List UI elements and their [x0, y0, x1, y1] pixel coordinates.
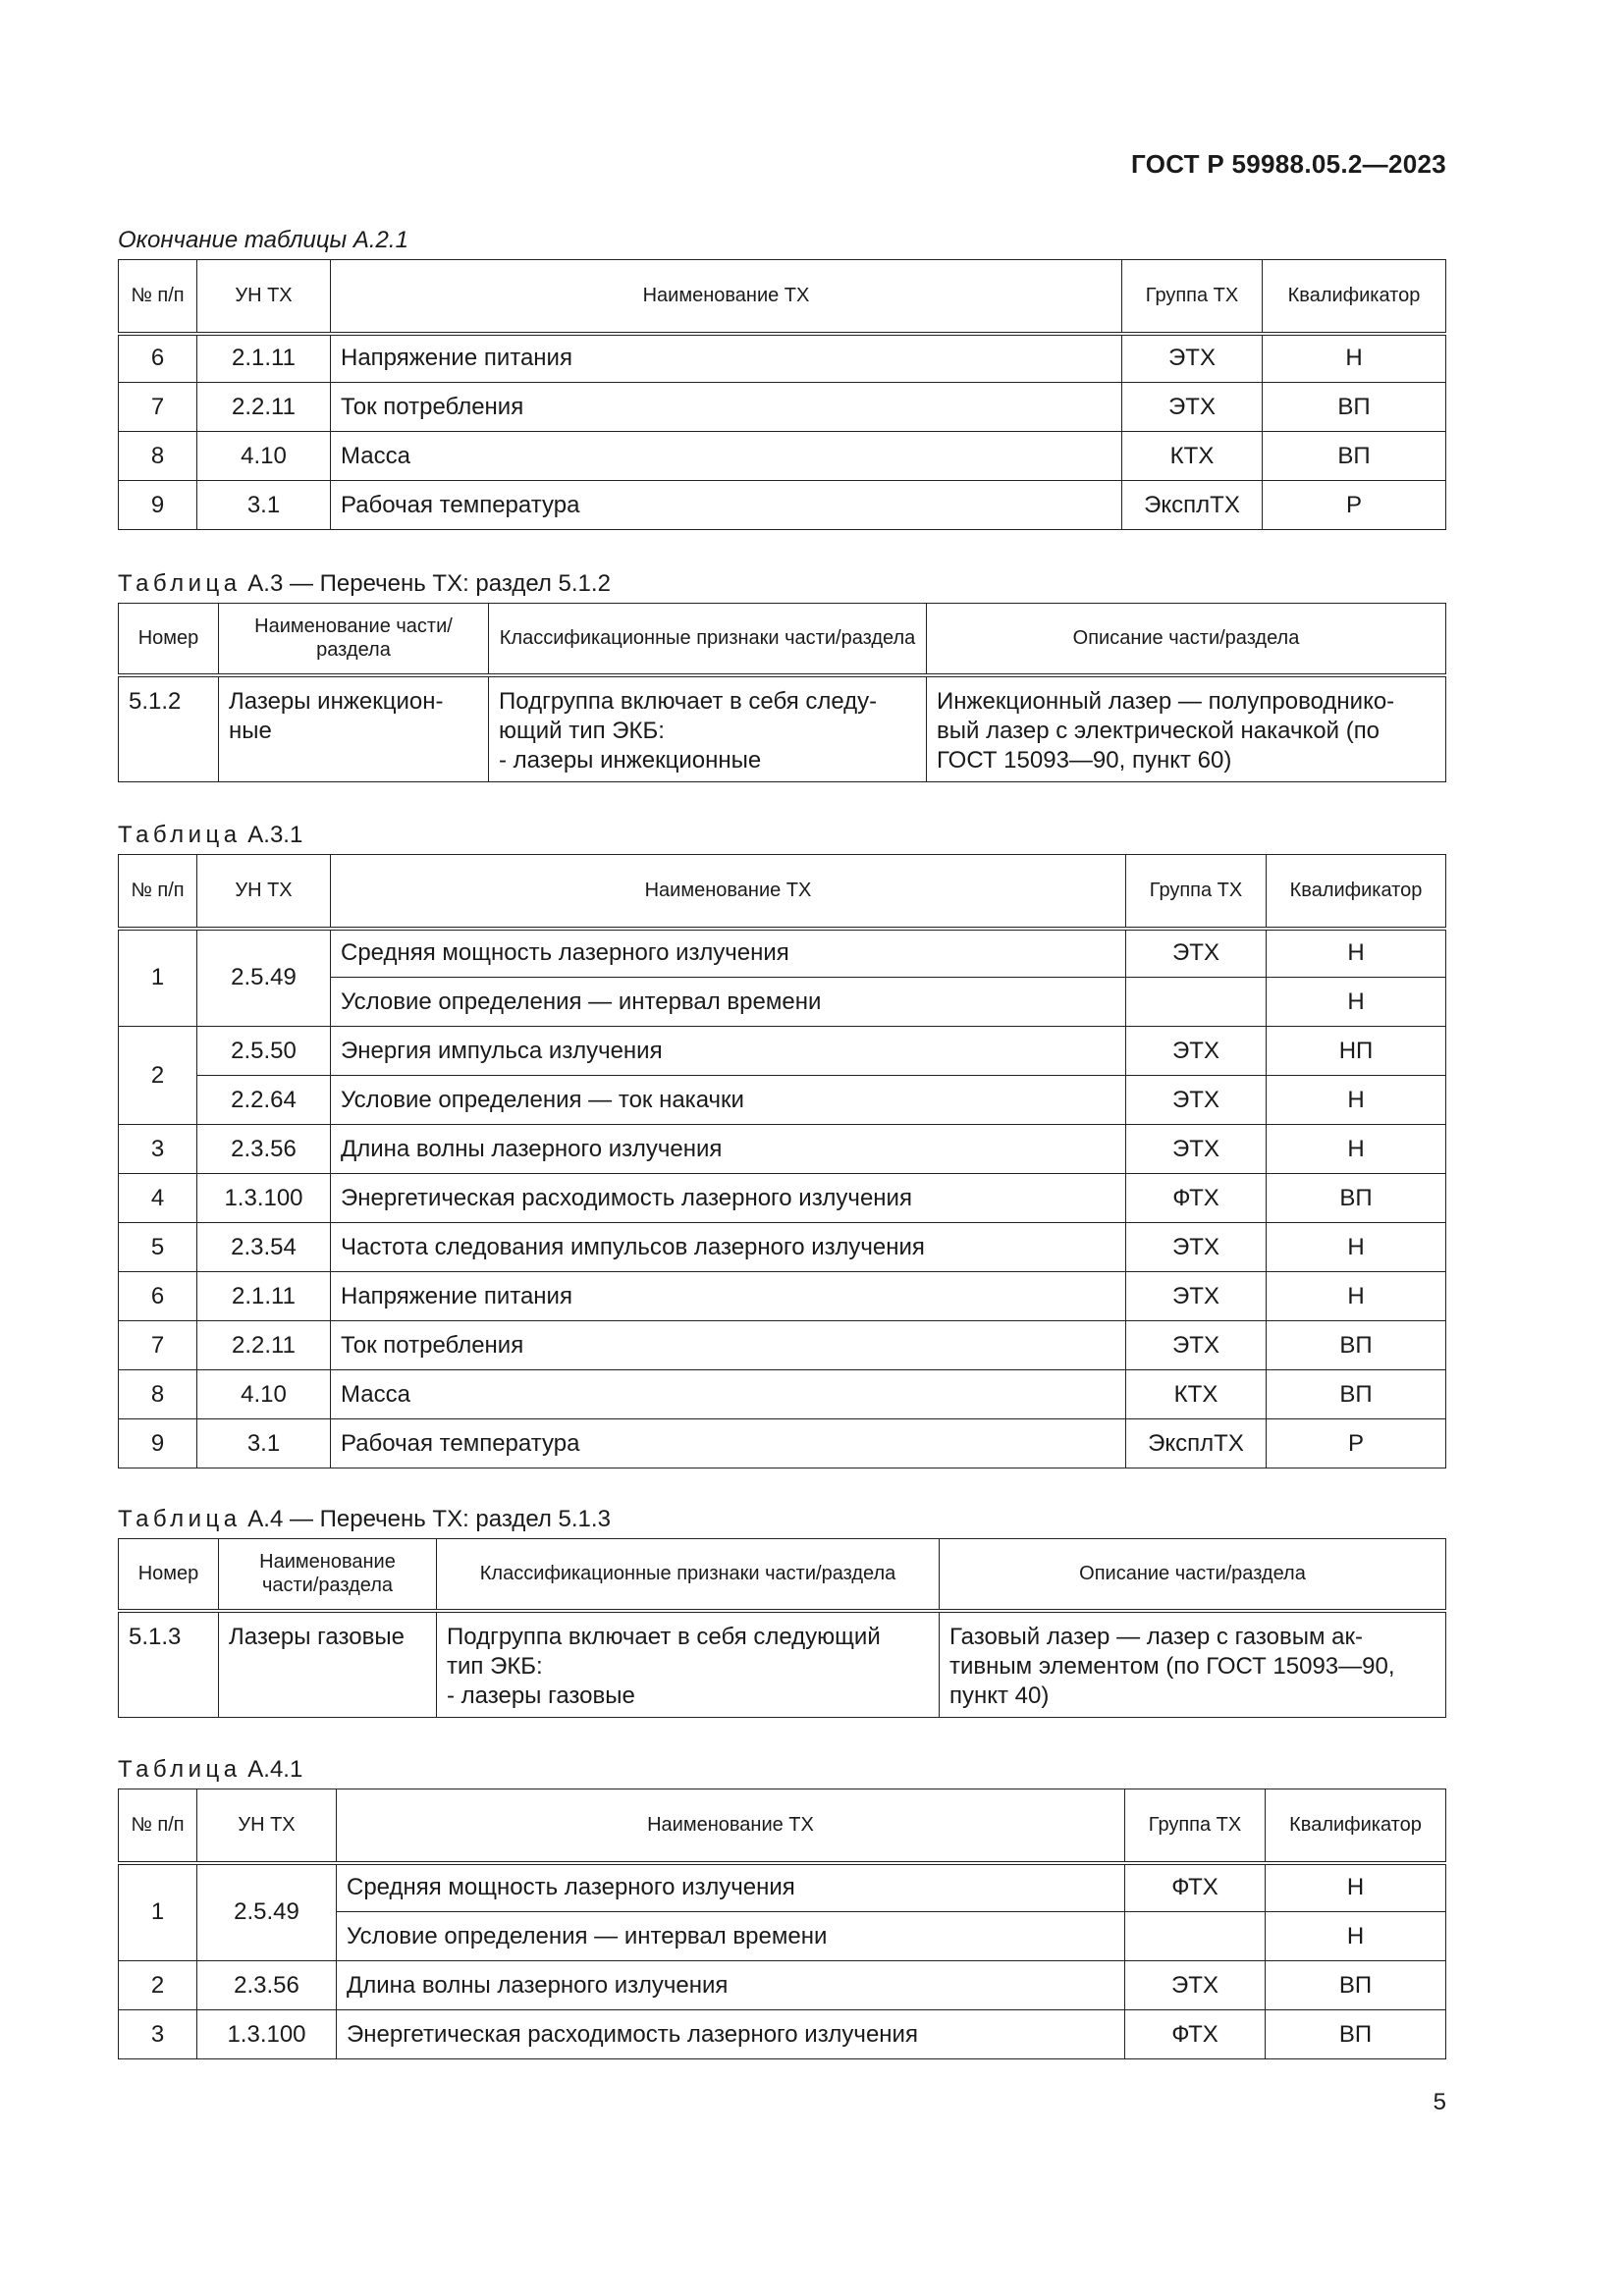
- characteristic-code: 2.1.11: [197, 334, 331, 383]
- characteristic-group: ЭТХ: [1126, 929, 1267, 978]
- caption-text: А.3.1: [241, 822, 303, 848]
- qualifier: ВП: [1263, 432, 1446, 481]
- table-a31-body: [119, 929, 1446, 1468]
- qualifier: ВП: [1266, 1961, 1446, 2010]
- col-header-number: № п/п: [119, 855, 197, 929]
- col-header-name: Наименование ТХ: [331, 260, 1122, 334]
- characteristic-name: Длина волны лазерного излучения: [337, 1961, 1125, 2010]
- characteristic-group: КТХ: [1126, 1370, 1267, 1419]
- characteristic-group: ЭксплТХ: [1122, 481, 1263, 530]
- table-row: [119, 1125, 1446, 1174]
- qualifier: НП: [1267, 1027, 1446, 1076]
- section-number: 5.1.3: [119, 1611, 219, 1718]
- characteristic-name: Ток потребления: [331, 1321, 1126, 1370]
- row-number: 4: [119, 1174, 197, 1223]
- table-row: [119, 1961, 1446, 2010]
- text-line: тип ЭКБ:: [447, 1652, 543, 1680]
- text-line: ющий тип ЭКБ:: [499, 717, 665, 744]
- characteristic-name: Частота следования импульсов лазерного излучения: [331, 1223, 1126, 1272]
- characteristic-group: ЭТХ: [1122, 383, 1263, 432]
- qualifier: ВП: [1267, 1174, 1446, 1223]
- qualifier: ВП: [1267, 1370, 1446, 1419]
- qualifier: Р: [1267, 1419, 1446, 1468]
- caption-label: Таблица: [118, 822, 242, 848]
- text-line: Лазеры инжекцион-: [229, 687, 444, 715]
- table-row: [119, 432, 1446, 481]
- characteristic-name: Рабочая температура: [331, 1419, 1126, 1468]
- characteristic-code: 2.2.11: [197, 1321, 331, 1370]
- col-header-number: Номер: [119, 1539, 219, 1611]
- table-a21-section: [118, 226, 1445, 530]
- caption-label: Таблица: [118, 1756, 242, 1783]
- col-header-qualifier: Квалификатор: [1263, 260, 1446, 334]
- classification-features: [437, 1611, 940, 1718]
- text-line: Газовый лазер — лазер с газовым ак-: [949, 1623, 1363, 1650]
- text-line: ные: [229, 717, 272, 744]
- characteristic-name: Энергетическая расходимость лазерного излучения: [337, 2010, 1125, 2059]
- col-header-code: УН ТХ: [197, 260, 331, 334]
- header-row: [119, 260, 1446, 334]
- row-number: 9: [119, 481, 197, 530]
- table-a21: [118, 259, 1446, 530]
- table-row: [119, 334, 1446, 383]
- text-line: Подгруппа включает в себя следующий: [447, 1623, 881, 1650]
- characteristic-code: 3.1: [197, 1419, 331, 1468]
- col-header-name: Наименование ТХ: [337, 1789, 1125, 1863]
- col-header-code: УН ТХ: [197, 855, 331, 929]
- row-number: 1: [119, 929, 197, 1027]
- qualifier: ВП: [1266, 2010, 1446, 2059]
- table-a4-section: [118, 1505, 1445, 1718]
- col-header-group: Группа ТХ: [1125, 1789, 1266, 1863]
- characteristic-name: Напряжение питания: [331, 1272, 1126, 1321]
- row-number: 8: [119, 1370, 197, 1419]
- characteristic-group: ФТХ: [1125, 1863, 1266, 1912]
- table-a4: [118, 1538, 1446, 1718]
- table-row: [119, 675, 1446, 782]
- part-name: [219, 1611, 437, 1718]
- characteristic-code: 2.5.49: [197, 929, 331, 1027]
- text-line: Инжекционный лазер — полупроводнико-: [937, 687, 1395, 715]
- characteristic-name: Напряжение питания: [331, 334, 1122, 383]
- qualifier: ВП: [1267, 1321, 1446, 1370]
- row-number: 3: [119, 2010, 197, 2059]
- characteristic-name: Масса: [331, 432, 1122, 481]
- text-line: пункт 40): [949, 1682, 1050, 1709]
- characteristic-code: 2.2.64: [197, 1076, 331, 1125]
- characteristic-code: 1.3.100: [197, 2010, 337, 2059]
- row-number: 6: [119, 334, 197, 383]
- characteristic-name: Средняя мощность лазерного излучения: [331, 929, 1126, 978]
- qualifier: Н: [1263, 334, 1446, 383]
- characteristic-code: 2.5.49: [197, 1863, 337, 1961]
- col-header-number: № п/п: [119, 1789, 197, 1863]
- caption-label: Таблица: [118, 1506, 242, 1532]
- characteristic-name: Условие определения — ток накачки: [331, 1076, 1126, 1125]
- qualifier: Н: [1266, 1912, 1446, 1961]
- characteristic-name: Условие определения — интервал времени: [331, 978, 1126, 1027]
- characteristic-name: Энергия импульса излучения: [331, 1027, 1126, 1076]
- characteristic-group: ЭТХ: [1122, 334, 1263, 383]
- col-header-features: Классификационные признаки части/раздела: [437, 1539, 940, 1611]
- col-header-number: Номер: [119, 604, 219, 675]
- caption-text: А.3 — Перечень ТХ: раздел 5.1.2: [241, 570, 611, 597]
- row-number: 7: [119, 1321, 197, 1370]
- header-row: [119, 1789, 1446, 1863]
- table-a41-body: [119, 1863, 1446, 2059]
- caption-text: А.4.1: [241, 1756, 303, 1783]
- characteristic-code: 3.1: [197, 481, 331, 530]
- qualifier: Н: [1267, 929, 1446, 978]
- table-row: [119, 1223, 1446, 1272]
- characteristic-code: 2.2.11: [197, 383, 331, 432]
- part-description: [940, 1611, 1446, 1718]
- row-number: 5: [119, 1223, 197, 1272]
- characteristic-group: ЭТХ: [1126, 1125, 1267, 1174]
- col-header-description: Описание части/раздела: [940, 1539, 1446, 1611]
- page-number: 5: [1433, 2089, 1446, 2115]
- characteristic-name: Средняя мощность лазерного излучения: [337, 1863, 1125, 1912]
- characteristic-name: Длина волны лазерного излучения: [331, 1125, 1126, 1174]
- part-description: [927, 675, 1446, 782]
- qualifier: Н: [1267, 1125, 1446, 1174]
- characteristic-group: ЭТХ: [1126, 1223, 1267, 1272]
- characteristic-code: 2.3.56: [197, 1125, 331, 1174]
- characteristic-group: ЭТХ: [1126, 1027, 1267, 1076]
- col-header-features: Классификационные признаки части/раздела: [489, 604, 927, 675]
- table-row: [119, 1076, 1446, 1125]
- col-header-part-name: Наименование части/раздела: [219, 1539, 437, 1611]
- characteristic-group: ФТХ: [1125, 2010, 1266, 2059]
- classification-features: [489, 675, 927, 782]
- characteristic-name: Рабочая температура: [331, 481, 1122, 530]
- row-number: 8: [119, 432, 197, 481]
- table-a41-section: [118, 1755, 1445, 2059]
- characteristic-group: ЭТХ: [1126, 1076, 1267, 1125]
- characteristic-group: КТХ: [1122, 432, 1263, 481]
- text-line: Подгруппа включает в себя следу-: [499, 687, 878, 715]
- qualifier: Н: [1267, 1272, 1446, 1321]
- col-header-qualifier: Квалификатор: [1267, 855, 1446, 929]
- characteristic-group: [1125, 1912, 1266, 1961]
- text-line: тивным элементом (по ГОСТ 15093—90,: [949, 1652, 1395, 1680]
- table-row: [119, 1321, 1446, 1370]
- qualifier: Р: [1263, 481, 1446, 530]
- characteristic-code: 2.5.50: [197, 1027, 331, 1076]
- col-header-number: № п/п: [119, 260, 197, 334]
- table-row: [119, 1611, 1446, 1718]
- table-row: [119, 481, 1446, 530]
- characteristic-group: [1126, 978, 1267, 1027]
- text-line: ГОСТ 15093—90, пункт 60): [937, 746, 1232, 774]
- header-row: [119, 604, 1446, 675]
- col-header-part-name: Наименование части/раздела: [219, 604, 489, 675]
- table-a31-caption: [118, 821, 1445, 850]
- caption-label: Таблица: [118, 570, 242, 597]
- col-header-name: Наименование ТХ: [331, 855, 1126, 929]
- table-a31-section: [118, 821, 1445, 1468]
- table-a3: [118, 603, 1446, 782]
- row-number: 3: [119, 1125, 197, 1174]
- characteristic-group: ЭТХ: [1126, 1272, 1267, 1321]
- characteristic-code: 2.3.54: [197, 1223, 331, 1272]
- table-row: [119, 1174, 1446, 1223]
- characteristic-code: 4.10: [197, 1370, 331, 1419]
- characteristic-group: ФТХ: [1126, 1174, 1267, 1223]
- characteristic-group: ЭТХ: [1126, 1321, 1267, 1370]
- text-line: Лазеры газовые: [229, 1623, 405, 1650]
- table-a31: [118, 854, 1446, 1468]
- table-a3-section: [118, 569, 1445, 782]
- table-a3-caption: [118, 569, 1445, 599]
- table-a4-caption: [118, 1505, 1445, 1534]
- text-line: - лазеры газовые: [447, 1682, 635, 1709]
- characteristic-name: Масса: [331, 1370, 1126, 1419]
- qualifier: ВП: [1263, 383, 1446, 432]
- row-number: 7: [119, 383, 197, 432]
- qualifier: Н: [1267, 978, 1446, 1027]
- section-number: 5.1.2: [119, 675, 219, 782]
- document-code: ГОСТ Р 59988.05.2—2023: [1131, 149, 1446, 179]
- part-name: [219, 675, 489, 782]
- col-header-group: Группа ТХ: [1122, 260, 1263, 334]
- header-row: [119, 1539, 1446, 1611]
- caption-text: А.4 — Перечень ТХ: раздел 5.1.3: [241, 1506, 611, 1532]
- row-number: 2: [119, 1027, 197, 1125]
- table-row: [119, 1419, 1446, 1468]
- table-row: [119, 1370, 1446, 1419]
- col-header-code: УН ТХ: [197, 1789, 337, 1863]
- characteristic-group: ЭТХ: [1125, 1961, 1266, 2010]
- characteristic-group: ЭксплТХ: [1126, 1419, 1267, 1468]
- table-row: [119, 1863, 1446, 1912]
- qualifier: Н: [1267, 1076, 1446, 1125]
- col-header-description: Описание части/раздела: [927, 604, 1446, 675]
- table-row: [119, 1272, 1446, 1321]
- characteristic-code: 1.3.100: [197, 1174, 331, 1223]
- row-number: 2: [119, 1961, 197, 2010]
- text-line: - лазеры инжекционные: [499, 746, 762, 774]
- characteristic-code: 2.3.56: [197, 1961, 337, 2010]
- qualifier: Н: [1266, 1863, 1446, 1912]
- row-number: 1: [119, 1863, 197, 1961]
- table-row: [119, 1027, 1446, 1076]
- table-a21-body: [119, 334, 1446, 530]
- characteristic-name: Энергетическая расходимость лазерного излучения: [331, 1174, 1126, 1223]
- row-number: 9: [119, 1419, 197, 1468]
- qualifier: Н: [1267, 1223, 1446, 1272]
- characteristic-name: Условие определения — интервал времени: [337, 1912, 1125, 1961]
- table-row: [119, 929, 1446, 978]
- table-a41-caption: [118, 1755, 1445, 1785]
- col-header-group: Группа ТХ: [1126, 855, 1267, 929]
- table-a41: [118, 1789, 1446, 2059]
- text-line: вый лазер с электрической накачкой (по: [937, 717, 1380, 744]
- characteristic-name: Ток потребления: [331, 383, 1122, 432]
- table-row: [119, 383, 1446, 432]
- table-a21-caption: Окончание таблицы А.2.1: [118, 227, 408, 253]
- col-header-qualifier: Квалификатор: [1266, 1789, 1446, 1863]
- header-row: [119, 855, 1446, 929]
- characteristic-code: 4.10: [197, 432, 331, 481]
- row-number: 6: [119, 1272, 197, 1321]
- characteristic-code: 2.1.11: [197, 1272, 331, 1321]
- table-row: [119, 2010, 1446, 2059]
